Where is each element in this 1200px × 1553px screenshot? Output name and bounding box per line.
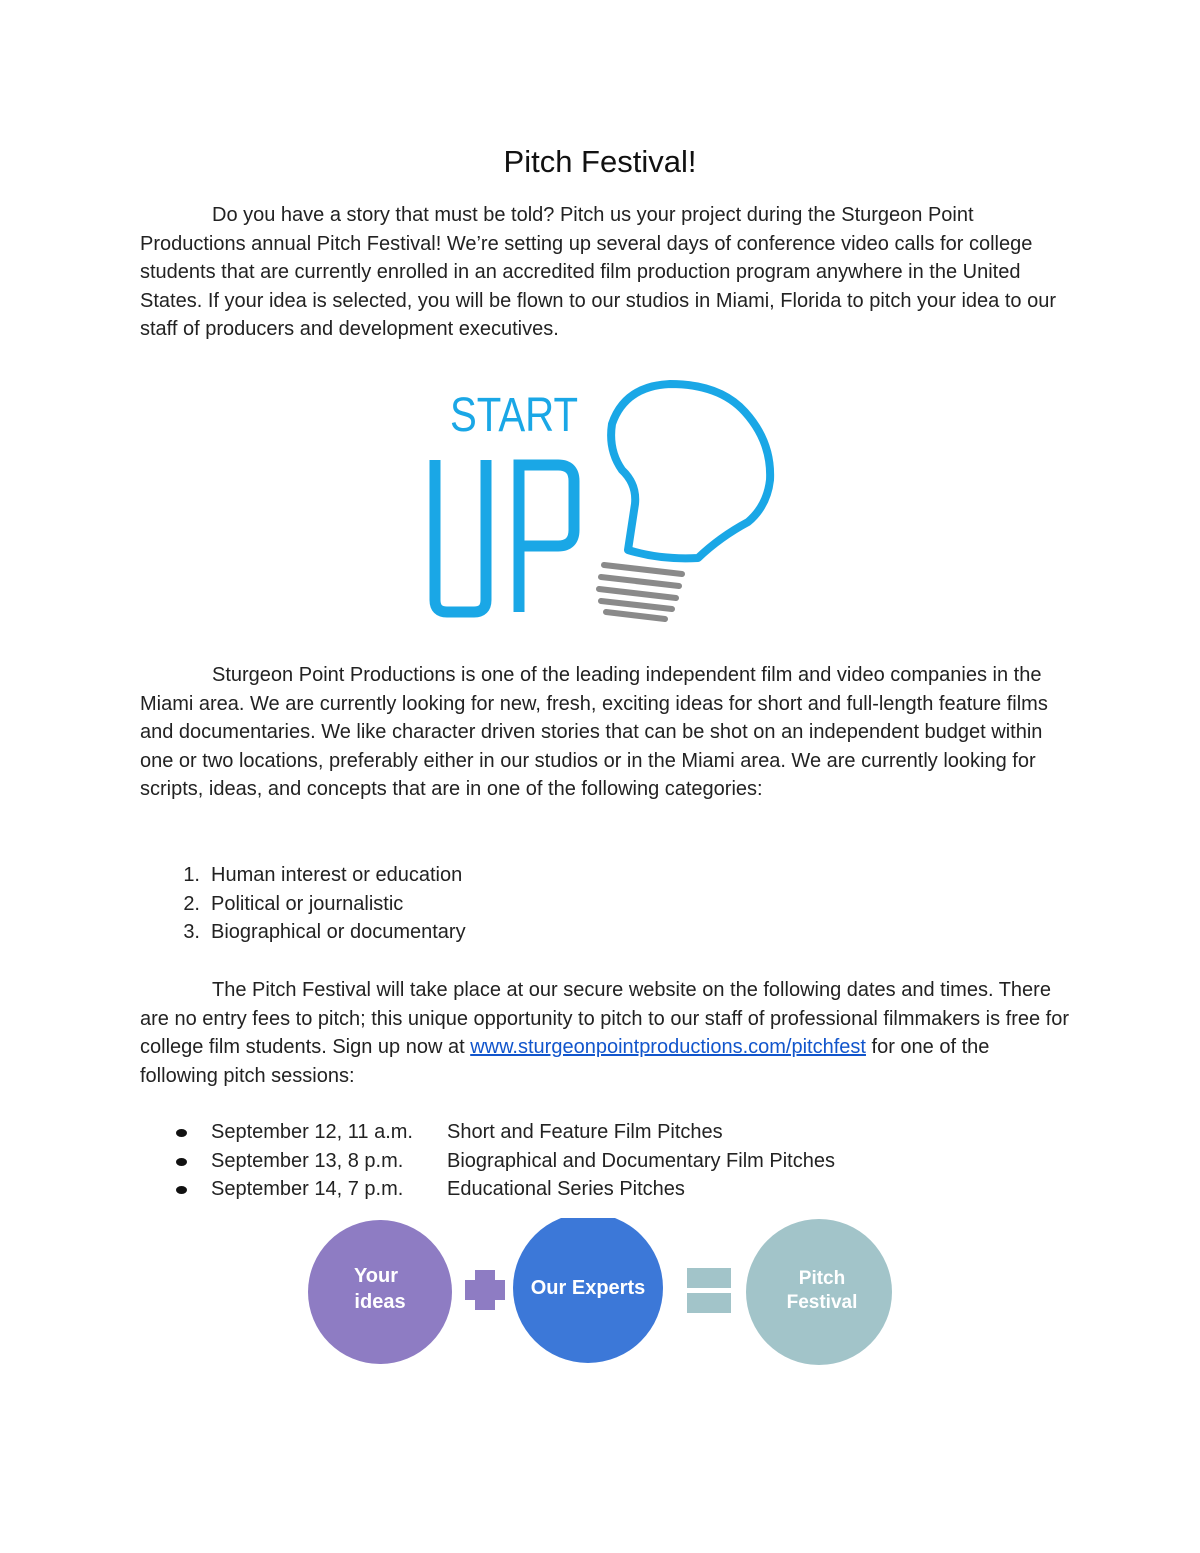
equals-top-bar	[687, 1268, 731, 1288]
lightbulb-base-icon	[599, 565, 682, 619]
list-item	[140, 1147, 1070, 1176]
schedule-text-end: for one of the following pitch sessions:	[140, 1036, 990, 1087]
schedule-text: The Pitch Festival will take place at our secure website on the following dates and times. There are no entry fees to pitch; this unique opportunity to pitch to our staff of professional filmmakers is free for college film students. Sign up now at	[140, 979, 1069, 1059]
list-item	[140, 1118, 1070, 1147]
pitch-festival-label-line2: Festival	[786, 1292, 858, 1313]
session-date: September 14, 7 p.m.	[211, 1178, 404, 1201]
about-paragraph	[140, 661, 1070, 804]
categories-list	[140, 861, 1070, 947]
your-ideas-label-line1: Your	[353, 1265, 399, 1287]
equation-diagram	[300, 1218, 900, 1373]
sessions-list	[140, 1118, 1070, 1204]
session-date: September 12, 11 a.m.	[211, 1121, 413, 1143]
session-date: September 13, 8 p.m.	[211, 1149, 404, 1172]
your-ideas-label-line2: ideas	[354, 1291, 406, 1313]
category-text: Biographical or documentary	[211, 921, 466, 944]
bullet-icon	[176, 1129, 187, 1137]
category-text: Political or journalistic	[211, 892, 404, 915]
logo-letter-p	[519, 465, 574, 612]
session-title: Short and Feature Film Pitches	[447, 1121, 723, 1143]
list-number: 3.	[183, 921, 200, 944]
about-text: Sturgeon Point Productions is one of the leading independent film and video companies in the Miami area. We are currently looking for new, fresh, exciting ideas for short and full-length feature films and documentaries. We like character driven stories that can be shot on an independent budget within one or two locations, preferably either in our studios or in the Miami area. We are currently looking for scripts, ideas, and concepts that are in one of the following categories:	[140, 664, 1048, 801]
session-title: Educational Series Pitches	[447, 1178, 685, 1201]
startup-logo	[420, 372, 790, 622]
list-item	[140, 890, 1070, 919]
pitch-festival-label-line1: Pitch	[798, 1268, 846, 1289]
list-number: 1.	[183, 864, 200, 886]
lightbulb-icon	[611, 384, 770, 558]
logo-letter-u	[435, 460, 486, 612]
bullet-icon	[176, 1186, 187, 1194]
equals-bottom-bar	[687, 1293, 731, 1313]
list-item	[140, 861, 1070, 890]
list-item	[140, 918, 1070, 947]
plus-icon	[465, 1270, 505, 1310]
list-number: 2.	[183, 892, 200, 915]
category-text: Human interest or education	[211, 864, 463, 886]
our-experts-label: Our Experts	[530, 1277, 646, 1299]
list-item	[140, 1175, 1070, 1204]
page-title: Pitch Festival!	[503, 144, 697, 179]
intro-text: Do you have a story that must be told? Pitch us your project during the Sturgeon Point Productions annual Pitch Festival! We’re setting up several days of conference video calls for college students that are currently enrolled in an accredited film production program anywhere in the United States. If your idea is selected, you will be flown to our studios in Miami, Florida to pitch your idea to our staff of producers and development executives.	[140, 204, 1056, 341]
logo-start-word: START	[450, 389, 578, 442]
intro-paragraph	[140, 201, 1070, 344]
bullet-icon	[176, 1158, 187, 1166]
pitchfest-link[interactable]: www.sturgeonpointproductions.com/pitchfest	[470, 1036, 866, 1059]
schedule-paragraph	[140, 976, 1070, 1090]
session-title: Biographical and Documentary Film Pitches	[447, 1149, 835, 1172]
